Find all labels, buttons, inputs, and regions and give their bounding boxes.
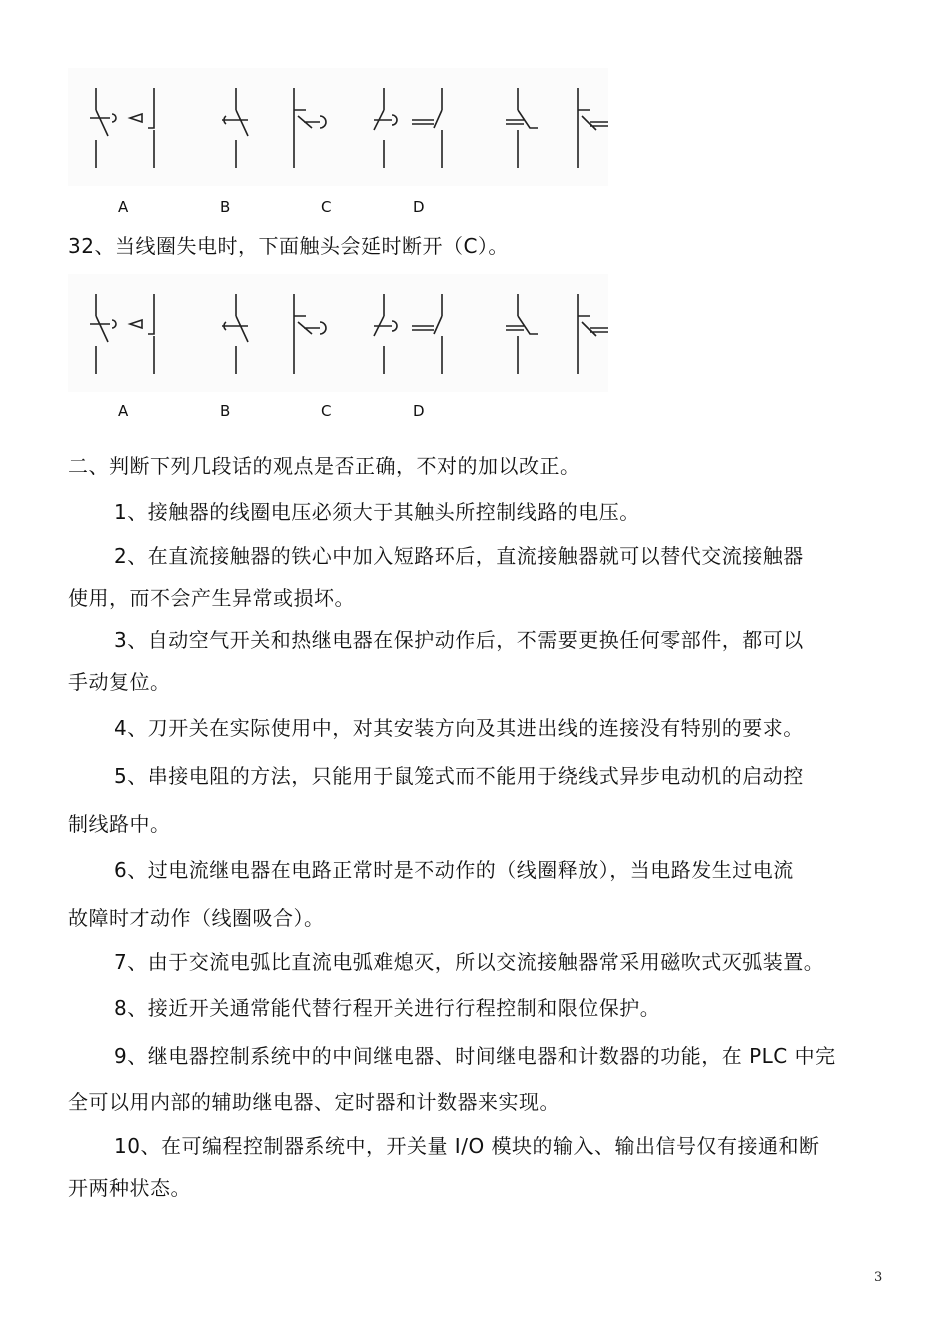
option-label-b: B	[220, 402, 231, 420]
statement-10: 10、在可编程控制器系统中，开关量 I/O 模块的输入、输出信号仅有接通和断	[114, 1134, 820, 1158]
symbol-b-left	[222, 88, 248, 168]
symbol-a-nc	[90, 294, 116, 374]
statement-1: 1、接触器的线圈电压必须大于其触头所控制线路的电压。	[114, 500, 640, 524]
question-32: 32、当线圈失电时，下面触头会延时断开（C）。	[68, 234, 509, 258]
symbol-c-left	[374, 88, 397, 168]
symbol-d-left	[506, 88, 538, 168]
statement-8: 8、接近开关通常能代替行程开关进行行程控制和限位保护。	[114, 996, 661, 1020]
symbol-a-no	[130, 88, 154, 168]
option-label-c: C	[321, 402, 332, 420]
statement-3-cont: 手动复位。	[68, 670, 171, 694]
section-heading: 二、判断下列几段话的观点是否正确，不对的加以改正。	[68, 454, 581, 478]
statement-5-cont: 制线路中。	[68, 812, 171, 836]
statement-4: 4、刀开关在实际使用中，对其安装方向及其进出线的连接没有特别的要求。	[114, 716, 804, 740]
symbol-a-nc	[90, 88, 116, 168]
symbol-c-right	[412, 294, 442, 374]
statement-3: 3、自动空气开关和热继电器在保护动作后，不需要更换任何零部件，都可以	[114, 628, 804, 652]
symbol-b-right	[294, 88, 326, 168]
symbol-c-right	[412, 88, 442, 168]
statement-2-cont: 使用，而不会产生异常或损坏。	[68, 586, 355, 610]
statement-2: 2、在直流接触器的铁心中加入短路环后，直流接触器就可以替代交流接触器	[114, 544, 804, 568]
contact-symbols-figure-2	[68, 274, 608, 392]
time-delay-contact-symbols	[68, 274, 608, 392]
symbol-c-left	[374, 294, 397, 374]
contact-symbols-figure-1	[68, 68, 608, 186]
page-number: 3	[874, 1270, 883, 1285]
option-label-d: D	[413, 402, 425, 420]
statement-5: 5、串接电阻的方法，只能用于鼠笼式而不能用于绕线式异步电动机的启动控	[114, 764, 804, 788]
time-delay-contact-symbols	[68, 68, 608, 186]
statement-6: 6、过电流继电器在电路正常时是不动作的（线圈释放），当电路发生过电流	[114, 858, 794, 882]
symbol-a-no	[130, 294, 154, 374]
option-label-a: A	[118, 198, 129, 216]
statement-6-cont: 故障时才动作（线圈吸合）。	[68, 906, 325, 930]
option-label-b: B	[220, 198, 231, 216]
option-label-d: D	[413, 198, 425, 216]
symbol-d-left	[506, 294, 538, 374]
symbol-b-left	[222, 294, 248, 374]
option-label-c: C	[321, 198, 332, 216]
statement-7: 7、由于交流电弧比直流电弧难熄灭，所以交流接触器常采用磁吹式灭弧装置。	[114, 950, 825, 974]
option-label-a: A	[118, 402, 129, 420]
statement-10-cont: 开两种状态。	[68, 1176, 191, 1200]
statement-9: 9、继电器控制系统中的中间继电器、时间继电器和计数器的功能，在 PLC 中完	[114, 1044, 836, 1068]
symbol-b-right	[294, 294, 326, 374]
symbol-d-right	[578, 88, 608, 168]
statement-9-cont: 全可以用内部的辅助继电器、定时器和计数器来实现。	[68, 1090, 560, 1114]
symbol-d-right	[578, 294, 608, 374]
